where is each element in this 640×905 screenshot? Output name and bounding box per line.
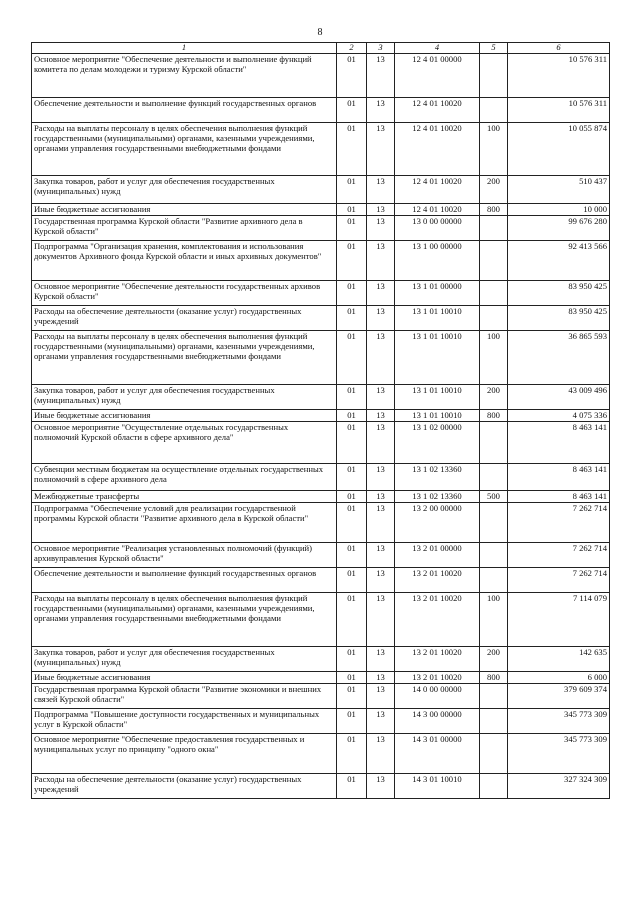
row-expense-type-cell bbox=[480, 734, 508, 774]
row-section-cell: 01 bbox=[337, 410, 367, 422]
row-expense-type-cell bbox=[480, 281, 508, 306]
row-section-cell: 01 bbox=[337, 568, 367, 593]
table-row bbox=[32, 98, 610, 123]
row-subsection-cell: 13 bbox=[367, 464, 395, 491]
row-subsection-cell: 13 bbox=[367, 306, 395, 331]
row-subsection-cell: 13 bbox=[367, 204, 395, 216]
row-section-cell: 01 bbox=[337, 98, 367, 123]
row-amount-cell: 7 262 714 bbox=[508, 503, 610, 543]
row-section-cell: 01 bbox=[337, 281, 367, 306]
budget-table bbox=[31, 42, 610, 799]
row-subsection-cell: 13 bbox=[367, 54, 395, 98]
row-expense-type-cell: 800 bbox=[480, 410, 508, 422]
table-row bbox=[32, 593, 610, 647]
row-expense-type-cell: 100 bbox=[480, 331, 508, 385]
row-section-cell: 01 bbox=[337, 593, 367, 647]
table-row bbox=[32, 216, 610, 241]
row-expense-type-cell: 100 bbox=[480, 593, 508, 647]
table-body bbox=[32, 54, 610, 799]
row-subsection-cell: 13 bbox=[367, 647, 395, 672]
row-amount-cell: 6 000 bbox=[508, 672, 610, 684]
row-subsection-cell: 13 bbox=[367, 568, 395, 593]
row-section-cell: 01 bbox=[337, 647, 367, 672]
row-expense-type-cell bbox=[480, 306, 508, 331]
row-expense-type-cell: 800 bbox=[480, 204, 508, 216]
table-row bbox=[32, 422, 610, 464]
table-row bbox=[32, 385, 610, 410]
row-subsection-cell: 13 bbox=[367, 543, 395, 568]
table-row bbox=[32, 123, 610, 176]
row-section-cell: 01 bbox=[337, 176, 367, 204]
row-section-cell: 01 bbox=[337, 709, 367, 734]
row-name-cell: Расходы на выплаты персоналу в целях обеспечения выполнения функций государственными (муниципальными) органами, казенными учреждениями, органами управления государственными внебюджетными фондами bbox=[32, 593, 337, 647]
row-section-cell: 01 bbox=[337, 331, 367, 385]
column-header: 1 bbox=[32, 43, 337, 54]
row-section-cell: 01 bbox=[337, 734, 367, 774]
row-expense-type-cell bbox=[480, 241, 508, 281]
row-amount-cell: 7 262 714 bbox=[508, 543, 610, 568]
row-name-cell: Закупка товаров, работ и услуг для обеспечения государственных (муниципальных) нужд bbox=[32, 176, 337, 204]
row-name-cell: Основное мероприятие "Обеспечение деятельности государственных архивов Курской области" bbox=[32, 281, 337, 306]
row-name-cell: Расходы на выплаты персоналу в целях обеспечения выполнения функций государственными (муниципальными) органами, казенными учреждениями, органами управления государственными внебюджетными фондами bbox=[32, 123, 337, 176]
row-expense-type-cell bbox=[480, 568, 508, 593]
row-expense-type-cell: 200 bbox=[480, 385, 508, 410]
row-name-cell: Государственная программа Курской области "Развитие архивного дела в Курской области" bbox=[32, 216, 337, 241]
row-subsection-cell: 13 bbox=[367, 241, 395, 281]
row-subsection-cell: 13 bbox=[367, 491, 395, 503]
row-section-cell: 01 bbox=[337, 503, 367, 543]
table-row bbox=[32, 734, 610, 774]
row-subsection-cell: 13 bbox=[367, 422, 395, 464]
row-subsection-cell: 13 bbox=[367, 709, 395, 734]
row-name-cell: Иные бюджетные ассигнования bbox=[32, 672, 337, 684]
table-row bbox=[32, 672, 610, 684]
row-section-cell: 01 bbox=[337, 672, 367, 684]
row-target-article-cell: 13 2 01 10020 bbox=[395, 593, 480, 647]
row-amount-cell: 99 676 280 bbox=[508, 216, 610, 241]
row-name-cell: Основное мероприятие "Обеспечение деятельности и выполнение функций комитета по делам молодежи и туризму Курской области" bbox=[32, 54, 337, 98]
row-subsection-cell: 13 bbox=[367, 684, 395, 709]
row-amount-cell: 4 075 336 bbox=[508, 410, 610, 422]
row-target-article-cell: 13 2 01 10020 bbox=[395, 568, 480, 593]
row-amount-cell: 327 324 309 bbox=[508, 774, 610, 799]
row-expense-type-cell bbox=[480, 709, 508, 734]
table-row bbox=[32, 684, 610, 709]
row-section-cell: 01 bbox=[337, 241, 367, 281]
row-target-article-cell: 13 2 00 00000 bbox=[395, 503, 480, 543]
row-name-cell: Подпрограмма "Обеспечение условий для реализации государственной программы Курской области "Развитие архивного дела в Курской области" bbox=[32, 503, 337, 543]
row-expense-type-cell bbox=[480, 422, 508, 464]
row-section-cell: 01 bbox=[337, 774, 367, 799]
row-target-article-cell: 14 3 01 10010 bbox=[395, 774, 480, 799]
row-expense-type-cell bbox=[480, 54, 508, 98]
row-name-cell: Основное мероприятие "Осуществление отдельных государственных полномочий Курской области в сфере архивного дела" bbox=[32, 422, 337, 464]
row-name-cell: Межбюджетные трансферты bbox=[32, 491, 337, 503]
row-subsection-cell: 13 bbox=[367, 331, 395, 385]
row-subsection-cell: 13 bbox=[367, 176, 395, 204]
header-row bbox=[32, 43, 610, 54]
row-amount-cell: 7 262 714 bbox=[508, 568, 610, 593]
table-row bbox=[32, 464, 610, 491]
row-name-cell: Иные бюджетные ассигнования bbox=[32, 204, 337, 216]
row-target-article-cell: 13 1 01 00000 bbox=[395, 281, 480, 306]
row-target-article-cell: 13 1 02 00000 bbox=[395, 422, 480, 464]
row-expense-type-cell bbox=[480, 774, 508, 799]
row-section-cell: 01 bbox=[337, 491, 367, 503]
row-expense-type-cell bbox=[480, 543, 508, 568]
row-amount-cell: 10 576 311 bbox=[508, 98, 610, 123]
row-section-cell: 01 bbox=[337, 385, 367, 410]
row-target-article-cell: 13 1 01 10010 bbox=[395, 385, 480, 410]
column-header: 6 bbox=[508, 43, 610, 54]
row-amount-cell: 379 609 374 bbox=[508, 684, 610, 709]
row-amount-cell: 345 773 309 bbox=[508, 709, 610, 734]
row-amount-cell: 83 950 425 bbox=[508, 281, 610, 306]
row-subsection-cell: 13 bbox=[367, 410, 395, 422]
row-name-cell: Субвенции местным бюджетам на осуществление отдельных государственных полномочий в сфере архивного дела bbox=[32, 464, 337, 491]
table-row bbox=[32, 241, 610, 281]
row-expense-type-cell bbox=[480, 98, 508, 123]
row-amount-cell: 8 463 141 bbox=[508, 464, 610, 491]
row-target-article-cell: 13 2 01 10020 bbox=[395, 672, 480, 684]
row-subsection-cell: 13 bbox=[367, 593, 395, 647]
table-row bbox=[32, 543, 610, 568]
table-row bbox=[32, 281, 610, 306]
row-target-article-cell: 13 1 00 00000 bbox=[395, 241, 480, 281]
row-amount-cell: 43 009 496 bbox=[508, 385, 610, 410]
table-row bbox=[32, 204, 610, 216]
column-header: 5 bbox=[480, 43, 508, 54]
row-expense-type-cell: 200 bbox=[480, 176, 508, 204]
row-name-cell: Закупка товаров, работ и услуг для обеспечения государственных (муниципальных) нужд bbox=[32, 385, 337, 410]
table-row bbox=[32, 503, 610, 543]
row-section-cell: 01 bbox=[337, 54, 367, 98]
column-header: 4 bbox=[395, 43, 480, 54]
row-amount-cell: 7 114 079 bbox=[508, 593, 610, 647]
table-row bbox=[32, 410, 610, 422]
row-target-article-cell: 12 4 01 10020 bbox=[395, 176, 480, 204]
table-row bbox=[32, 331, 610, 385]
row-name-cell: Государственная программа Курской области "Развитие экономики и внешних связей Курской области" bbox=[32, 684, 337, 709]
row-subsection-cell: 13 bbox=[367, 281, 395, 306]
table-row bbox=[32, 306, 610, 331]
row-target-article-cell: 12 4 01 00000 bbox=[395, 54, 480, 98]
row-amount-cell: 10 000 bbox=[508, 204, 610, 216]
row-subsection-cell: 13 bbox=[367, 98, 395, 123]
row-amount-cell: 8 463 141 bbox=[508, 422, 610, 464]
row-target-article-cell: 13 1 02 13360 bbox=[395, 491, 480, 503]
row-target-article-cell: 13 1 01 10010 bbox=[395, 331, 480, 385]
table-row bbox=[32, 647, 610, 672]
row-subsection-cell: 13 bbox=[367, 734, 395, 774]
row-name-cell: Расходы на обеспечение деятельности (оказание услуг) государственных учреждений bbox=[32, 774, 337, 799]
row-amount-cell: 142 635 bbox=[508, 647, 610, 672]
row-amount-cell: 510 437 bbox=[508, 176, 610, 204]
row-target-article-cell: 13 2 01 10020 bbox=[395, 647, 480, 672]
row-subsection-cell: 13 bbox=[367, 774, 395, 799]
row-amount-cell: 36 865 593 bbox=[508, 331, 610, 385]
row-target-article-cell: 13 1 02 13360 bbox=[395, 464, 480, 491]
row-expense-type-cell bbox=[480, 216, 508, 241]
row-amount-cell: 83 950 425 bbox=[508, 306, 610, 331]
row-name-cell: Иные бюджетные ассигнования bbox=[32, 410, 337, 422]
row-section-cell: 01 bbox=[337, 684, 367, 709]
page-number: 8 bbox=[317, 27, 323, 38]
table-row bbox=[32, 54, 610, 98]
row-name-cell: Закупка товаров, работ и услуг для обеспечения государственных (муниципальных) нужд bbox=[32, 647, 337, 672]
row-subsection-cell: 13 bbox=[367, 123, 395, 176]
row-section-cell: 01 bbox=[337, 216, 367, 241]
row-amount-cell: 92 413 566 bbox=[508, 241, 610, 281]
row-section-cell: 01 bbox=[337, 543, 367, 568]
row-amount-cell: 8 463 141 bbox=[508, 491, 610, 503]
row-expense-type-cell bbox=[480, 464, 508, 491]
row-expense-type-cell bbox=[480, 503, 508, 543]
row-name-cell: Обеспечение деятельности и выполнение функций государственных органов bbox=[32, 568, 337, 593]
row-target-article-cell: 13 1 01 10010 bbox=[395, 410, 480, 422]
column-header: 2 bbox=[337, 43, 367, 54]
row-name-cell: Расходы на обеспечение деятельности (оказание услуг) государственных учреждений bbox=[32, 306, 337, 331]
row-subsection-cell: 13 bbox=[367, 385, 395, 410]
row-target-article-cell: 12 4 01 10020 bbox=[395, 98, 480, 123]
row-expense-type-cell: 500 bbox=[480, 491, 508, 503]
row-section-cell: 01 bbox=[337, 422, 367, 464]
table-row bbox=[32, 491, 610, 503]
row-section-cell: 01 bbox=[337, 123, 367, 176]
row-target-article-cell: 14 3 01 00000 bbox=[395, 734, 480, 774]
row-target-article-cell: 14 3 00 00000 bbox=[395, 709, 480, 734]
table-row bbox=[32, 709, 610, 734]
row-name-cell: Основное мероприятие "Обеспечение предоставления государственных и муниципальных услуг по принципу "одного окна" bbox=[32, 734, 337, 774]
row-name-cell: Основное мероприятие "Реализация установленных полномочий (функций) архивуправления Курской области" bbox=[32, 543, 337, 568]
row-subsection-cell: 13 bbox=[367, 672, 395, 684]
row-target-article-cell: 13 2 01 00000 bbox=[395, 543, 480, 568]
row-target-article-cell: 12 4 01 10020 bbox=[395, 123, 480, 176]
row-amount-cell: 345 773 309 bbox=[508, 734, 610, 774]
row-name-cell: Подпрограмма "Организация хранения, комплектования и использования документов Архивного фонда Курской области и иных архивных документов" bbox=[32, 241, 337, 281]
row-name-cell: Обеспечение деятельности и выполнение функций государственных органов bbox=[32, 98, 337, 123]
row-section-cell: 01 bbox=[337, 204, 367, 216]
row-subsection-cell: 13 bbox=[367, 503, 395, 543]
table-row bbox=[32, 176, 610, 204]
row-amount-cell: 10 055 874 bbox=[508, 123, 610, 176]
row-target-article-cell: 13 1 01 10010 bbox=[395, 306, 480, 331]
budget-table-container bbox=[31, 42, 609, 799]
row-expense-type-cell: 100 bbox=[480, 123, 508, 176]
row-name-cell: Расходы на выплаты персоналу в целях обеспечения выполнения функций государственными (муниципальными) органами, казенными учреждениями, органами управления государственными внебюджетными фондами bbox=[32, 331, 337, 385]
row-subsection-cell: 13 bbox=[367, 216, 395, 241]
row-expense-type-cell: 200 bbox=[480, 647, 508, 672]
row-target-article-cell: 13 0 00 00000 bbox=[395, 216, 480, 241]
row-amount-cell: 10 576 311 bbox=[508, 54, 610, 98]
row-name-cell: Подпрограмма "Повышение доступности государственных и муниципальных услуг в Курской области" bbox=[32, 709, 337, 734]
row-target-article-cell: 12 4 01 10020 bbox=[395, 204, 480, 216]
row-section-cell: 01 bbox=[337, 306, 367, 331]
row-section-cell: 01 bbox=[337, 464, 367, 491]
row-target-article-cell: 14 0 00 00000 bbox=[395, 684, 480, 709]
table-row bbox=[32, 774, 610, 799]
column-header: 3 bbox=[367, 43, 395, 54]
table-row bbox=[32, 568, 610, 593]
row-expense-type-cell: 800 bbox=[480, 672, 508, 684]
row-expense-type-cell bbox=[480, 684, 508, 709]
